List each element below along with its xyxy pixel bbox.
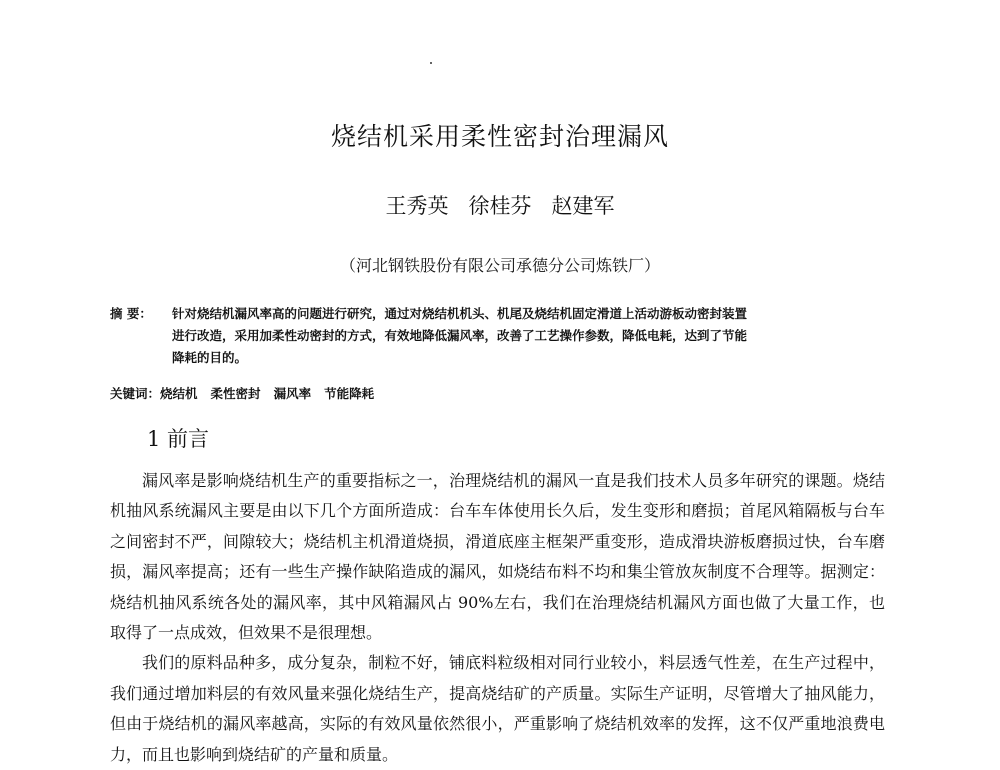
body-paragraph-2: 我们的原料品种多，成分复杂，制粒不好，铺底料粒级相对同行业较小，料层透气性差，在生产过程中，我们通过增加料层的有效风量来强化烧结生产，提高烧结矿的产质量。实际生产证明，尽管增大了抽风能力，但由于烧结机的漏风率越高，实际的有效风量依然很小，严重影响了烧结机效率的发挥，这不仅严重地浪费电力，而且也影响到烧结矿的产量和质量。: [110, 653, 885, 764]
abstract-text-1: 针对烧结机漏风率高的问题进行研究，通过对烧结机机头、机尾及烧结机固定滑道上活动游板动密封装置: [172, 306, 748, 321]
paper-title: 烧结机采用柔性密封治理漏风: [330, 122, 669, 151]
section-body: [110, 466, 885, 770]
abstract-line-3: 降耗的目的。: [172, 350, 248, 365]
scan-speck: [430, 62, 432, 64]
author-list: 王秀英 徐桂芬 赵建军: [385, 194, 615, 218]
keywords: 关键词：烧结机 柔性密封 漏风率 节能降耗: [110, 386, 375, 401]
abstract: [110, 303, 885, 369]
section-heading: 1 前言: [147, 427, 210, 451]
abstract-line-1: [110, 303, 885, 325]
abstract-label: 摘 要：: [110, 306, 152, 321]
body-paragraph-1: 漏风率是影响烧结机生产的重要指标之一，治理烧结机的漏风一直是我们技术人员多年研究的课题。烧结机抽风系统漏风主要是由以下几个方面所造成：台车车体使用长久后，发生变形和磨损；首尾风箱隔板与台车之间密封不严，间隙较大；烧结机主机滑道烧损，滑道底座主框架严重变形，造成滑块游板磨损过快，台车磨损，漏风率提高；还有一些生产操作缺陷造成的漏风，如烧结布料不均和集尘管放灰制度不合理等。据测定：烧结机抽风系统各处的漏风率，其中风箱漏风占 90%左右，我们在治理烧结机漏风方面也做了大量工作，也取得了一点成效，但效果不是很理想。: [110, 471, 885, 643]
affiliation: （河北钢铁股份有限公司承德分公司炼铁厂）: [339, 256, 660, 275]
abstract-line-2: 进行改造，采用加柔性动密封的方式，有效地降低漏风率，改善了工艺操作参数，降低电耗，达到了节能: [172, 328, 748, 343]
